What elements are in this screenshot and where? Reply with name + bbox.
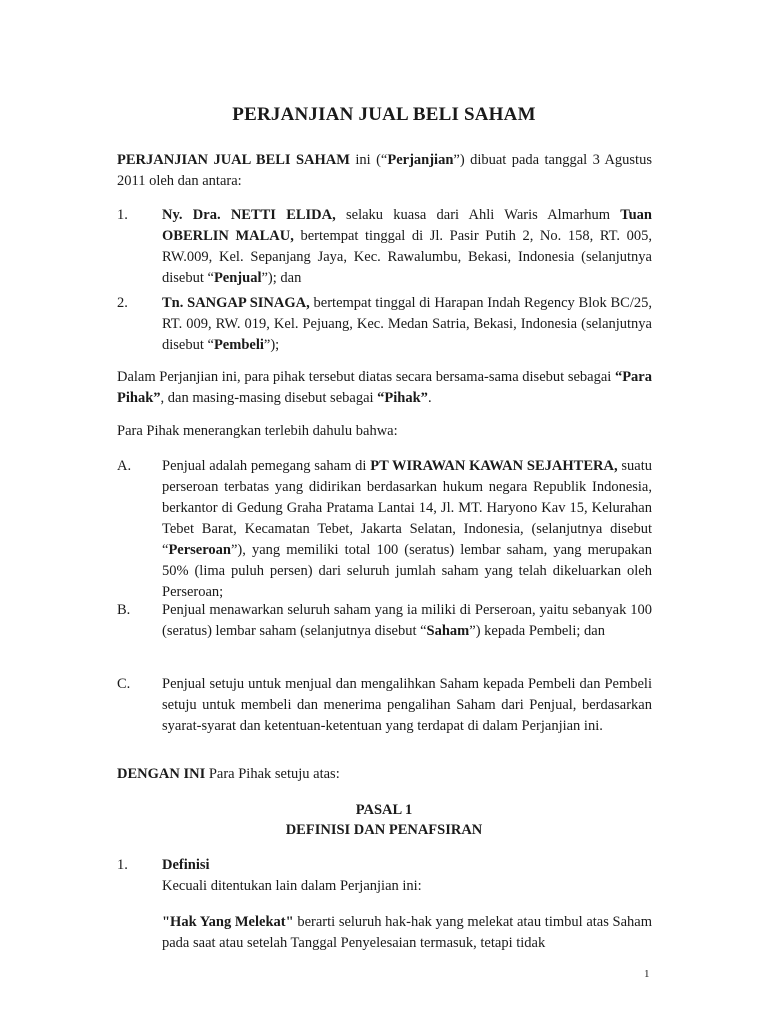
intro-bold-title: PERJANJIAN JUAL BELI SAHAM: [117, 152, 350, 168]
para-pihak-text-1: Dalam Perjanjian ini, para pihak tersebut diatas secara bersama-sama disebut sebagai: [117, 369, 615, 385]
para-pihak-text-3: .: [427, 390, 432, 406]
definition-marker: 1.: [117, 857, 128, 873]
party-marker-1: 1.: [117, 207, 128, 223]
agreement-statement: [117, 764, 652, 785]
saham-term: Saham: [426, 623, 470, 639]
recital-b-text-1: Penjual menawarkan seluruh saham yang ia miliki di Perseroan, yaitu sebanyak 100 (seratus) lembar saham (selanjutnya disebut “: [162, 602, 652, 639]
definition-body: [162, 855, 652, 954]
pasal-heading: DEFINISI DAN PENAFSIRAN: [285, 822, 483, 838]
para-pihak-paragraph: [117, 367, 652, 409]
intro-paragraph: [117, 150, 652, 192]
intro-bold-perjanjian: Perjanjian: [387, 152, 454, 168]
company-name: PT WIRAWAN KAWAN SEJAHTERA,: [370, 458, 618, 474]
recital-a-text-2: suatu perseroan terbatas yang didirikan berdasarkan hukum negara Republik Indonesia, berkantor di Gedung Graha Pratama Lantai 14, Jl. MT. Haryono Kav 15, Kelurahan Tebet Barat, Kecamatan Tebet, Jakarta Selatan, Indonesia, (selanjutnya disebut “: [162, 458, 652, 558]
definition-term-text: berarti seluruh hak-hak yang melekat atau timbul atas Saham pada saat atau setelah Tanggal Penyelesaian termasuk, tetapi tidak: [162, 914, 653, 951]
definition-intro: Kecuali ditentukan lain dalam Perjanjian ini:: [162, 878, 422, 894]
party-2-name: Tn. SANGAP SINAGA,: [162, 295, 310, 311]
definition-heading: Definisi: [162, 857, 210, 873]
recital-marker-b: B.: [117, 602, 131, 618]
party-1-name: Ny. Dra. NETTI ELIDA,: [162, 207, 336, 223]
document-title: PERJANJIAN JUAL BELI SAHAM: [232, 104, 536, 125]
definition-term-paragraph: [162, 912, 652, 954]
recital-text-c: Penjual setuju untuk menjual dan mengalihkan Saham kepada Pembeli dan Pembeli setuju untuk membeli dan menerima pengalihan Saham dari Penjual, berdasarkan syarat-syarat dan ketentuan-ketentuan yang terdapat di dalam Perjanjian ini.: [162, 676, 652, 734]
party-2-role: Pembeli: [213, 337, 264, 353]
agreement-bold: DENGAN INI: [117, 766, 206, 782]
party-1-principal: Tuan OBERLIN MALAU,: [162, 207, 652, 244]
party-1-role: Penjual: [213, 270, 262, 286]
recital-intro: Para Pihak menerangkan terlebih dahulu bahwa:: [117, 423, 398, 439]
recital-a-text-1: Penjual adalah pemegang saham di: [162, 458, 371, 474]
recital-text-a: [162, 456, 652, 603]
definition-term: "Hak Yang Melekat": [162, 914, 294, 930]
recital-marker-c: C.: [117, 676, 131, 692]
party-2-text-a: bertempat tinggal di Harapan Indah Regency Blok BC/25, RT. 009, RW. 019, Kel. Pejuang, Kec. Medan Satria, Bekasi, Indonesia (selanjutnya disebut “: [162, 295, 652, 353]
recital-marker-a: A.: [117, 458, 132, 474]
party-1-text-c: ”); dan: [261, 270, 302, 286]
page-number: 1: [644, 968, 650, 980]
party-2-text-b: ”);: [263, 337, 280, 353]
recital-a-text-3: ”), yang memiliki total 100 (seratus) lembar saham, yang merupakan 50% (lima puluh persen) dari seluruh jumlah saham yang telah dikeluarkan oleh Perseroan;: [162, 542, 652, 600]
pihak-term: “Pihak”: [377, 390, 428, 406]
party-text-1: [162, 205, 652, 289]
perseroan-term: Perseroan: [168, 542, 231, 558]
party-text-2: [162, 293, 652, 356]
recital-text-b: [162, 600, 652, 642]
intro-text-1: ini (“: [349, 152, 388, 168]
para-pihak-text-2: , dan masing-masing disebut sebagai: [160, 390, 378, 406]
party-marker-2: 2.: [117, 295, 128, 311]
pasal-number: PASAL 1: [355, 802, 413, 818]
para-pihak-term: “Para Pihak”: [117, 369, 652, 406]
intro-text-2: ”) dibuat pada tanggal 3 Agustus 2011 oleh dan antara:: [117, 152, 652, 189]
party-1-text-a: selaku kuasa dari Ahli Waris Almarhum: [335, 207, 621, 223]
agreement-text: Para Pihak setuju atas:: [205, 766, 340, 782]
party-1-text-b: bertempat tinggal di Jl. Pasir Putih 2, No. 158, RT. 005, RW.009, Kel. Sepanjang Jaya, Kec. Rawalumbu, Bekasi, Indonesia (selanjutnya disebut “: [162, 228, 652, 286]
recital-b-text-2: ”) kepada Pembeli; dan: [469, 623, 605, 639]
